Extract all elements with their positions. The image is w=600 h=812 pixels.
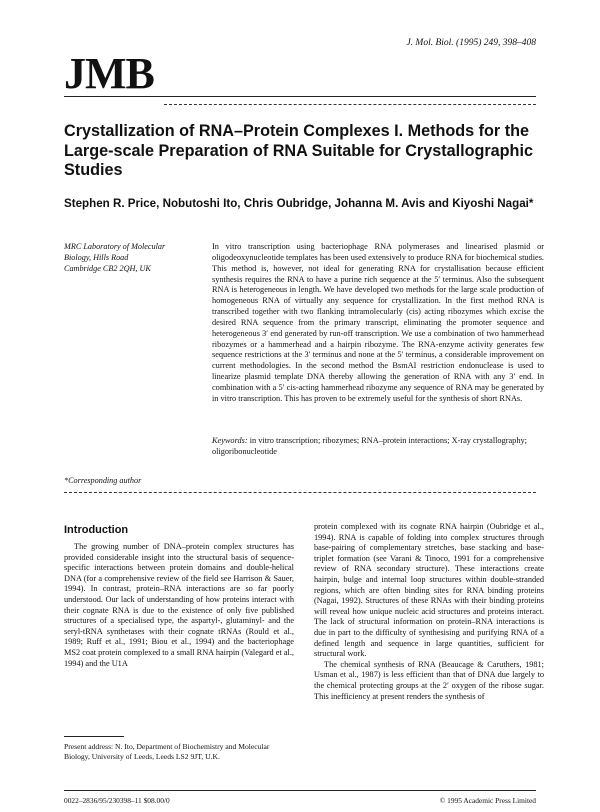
affiliation-line: Biology, Hills Road — [64, 252, 129, 262]
body-paragraph: protein complexed with its cognate RNA hairpin (Oubridge et al., 1994). RNA is capable of folding into complex structures through base-pairing of complementary stretches, base stacking and base-triplet formation (see Varani & Tinoco, 1991 for a comprehensive review of RNA secondary structure). These interactions create hairpin, bulge and internal loop structures within double-stranded regions, which are often binding sites for RNA binding proteins (Nagai, 1992). Structures of these RNAs with their binding proteins will reveal how unique nucleic acid structures and proteins interact. The lack of structural information on protein–RNA interactions is due in part to the difficulty of synthesising and purifying RNA of a defined length and sequence in large quantities, sufficient for structural work. — [314, 522, 544, 659]
section-divider — [64, 492, 536, 493]
affiliation — [64, 242, 204, 274]
footnote: Present address: N. Ito, Department of Biochemistry and Molecular Biology, University of Leeds, Leeds LS2 9JT, U.K. — [64, 742, 270, 761]
affiliation-line: Cambridge CB2 2QH, UK — [64, 263, 151, 273]
corresponding-author-note: *Corresponding author — [64, 476, 142, 485]
body-column-right — [314, 522, 544, 702]
keywords — [212, 436, 544, 458]
footer-rule — [64, 790, 536, 791]
keywords-label: Keywords: — [212, 436, 248, 445]
abstract: In vitro transcription using bacteriophage RNA polymerases and linearised plasmid or oligodeoxynucleotide templates has been used extensively to produce RNA for biochemical studies. This method is, however, not ideal for generating RNA for crystallisation because efficient synthesis requires the RNA to have a purine rich sequence at the 5′ terminus. Also the subsequent RNA is heterogeneous in length. We have developed two methods for the large scale production of homogeneous RNA of virtually any sequence for crystallization. In the first method RNA is transcribed together with two flanking intramolecularly (cis) acting ribozymes which excise the desired RNA sequence from the primary transcript, eliminating the promoter sequence and heterogeneous 3′ end generated by run-off transcription. We use a combination of two hammerhead ribozymes or a hammerhead and a hairpin ribozyme. The RNA-enzyme activity generates few sequence restrictions at the 3′ terminus and none at the 5′ terminus, a considerable improvement on current methodologies. In the second method the BsmAI restriction endonuclease is used to linearize plasmid template DNA thereby allowing the generation of RNA with any 3′ end. In combination with a 5′ cis-acting hammerhead ribozyme any sequence of RNA may be generated by in vitro transcription. This has proven to be extremely useful for the synthesis of short RNAs. — [212, 242, 544, 403]
affiliation-line: MRC Laboratory of Molecular — [64, 242, 166, 251]
body-paragraph: The growing number of DNA–protein complex structures has provided considerable insight into the structural basis of sequence-specific interactions between protein domains and double-helical DNA (for a comprehensive review of the field see Harrison & Sauer, 1994). In contrast, protein–RNA interactions are so far poorly understood. Our lack of understanding of how proteins interact with their cognate RNA is due to the existence of only five published structures of a specialised type, the aspartyl-, glutaminyl- and the seryl-tRNA synthetases with their cognate tRNAs (Rould et al., 1989; Ruff et al., 1991; Biou et al., 1994) and the bacteriophage MS2 coat protein complexed to a small RNA hairpin (Valegard et al., 1994) and the U1A — [64, 542, 294, 668]
article-title: Crystallization of RNA–Protein Complexes I. Methods for the Large-scale Preparation of RNA Suitable for Crystallographic Studies — [64, 122, 533, 179]
header-dash-rule — [164, 104, 536, 105]
header-rule — [64, 96, 536, 97]
journal-reference — [406, 38, 536, 48]
footer-copyright: © 1995 Academic Press Limited — [439, 796, 536, 805]
volume-info: (1995) 249, 398–408 — [456, 38, 536, 48]
body-column-left — [64, 542, 294, 669]
author-list: Stephen R. Price, Nobutoshi Ito, Chris Oubridge, Johanna M. Avis and Kiyoshi Nagai* — [64, 197, 534, 210]
section-heading-introduction: Introduction — [64, 524, 129, 536]
footer-code: 0022–2836/95/230398–11 $08.00/0 — [64, 796, 170, 805]
footnote-rule — [64, 736, 124, 737]
body-paragraph: The chemical synthesis of RNA (Beaucage & Caruthers, 1981; Usman et al., 1987) is less efficient than that of DNA due largely to the chemical protecting groups at the 2′ oxygen of the ribose sugar. This inefficiency at present renders the synthesis of — [314, 659, 544, 701]
keywords-text: in vitro transcription; ribozymes; RNA–protein interactions; X-ray crystallography; oligoribonucleotide — [212, 436, 527, 456]
journal-name: J. Mol. Biol. — [406, 38, 454, 48]
journal-logo: JMB — [64, 49, 154, 98]
